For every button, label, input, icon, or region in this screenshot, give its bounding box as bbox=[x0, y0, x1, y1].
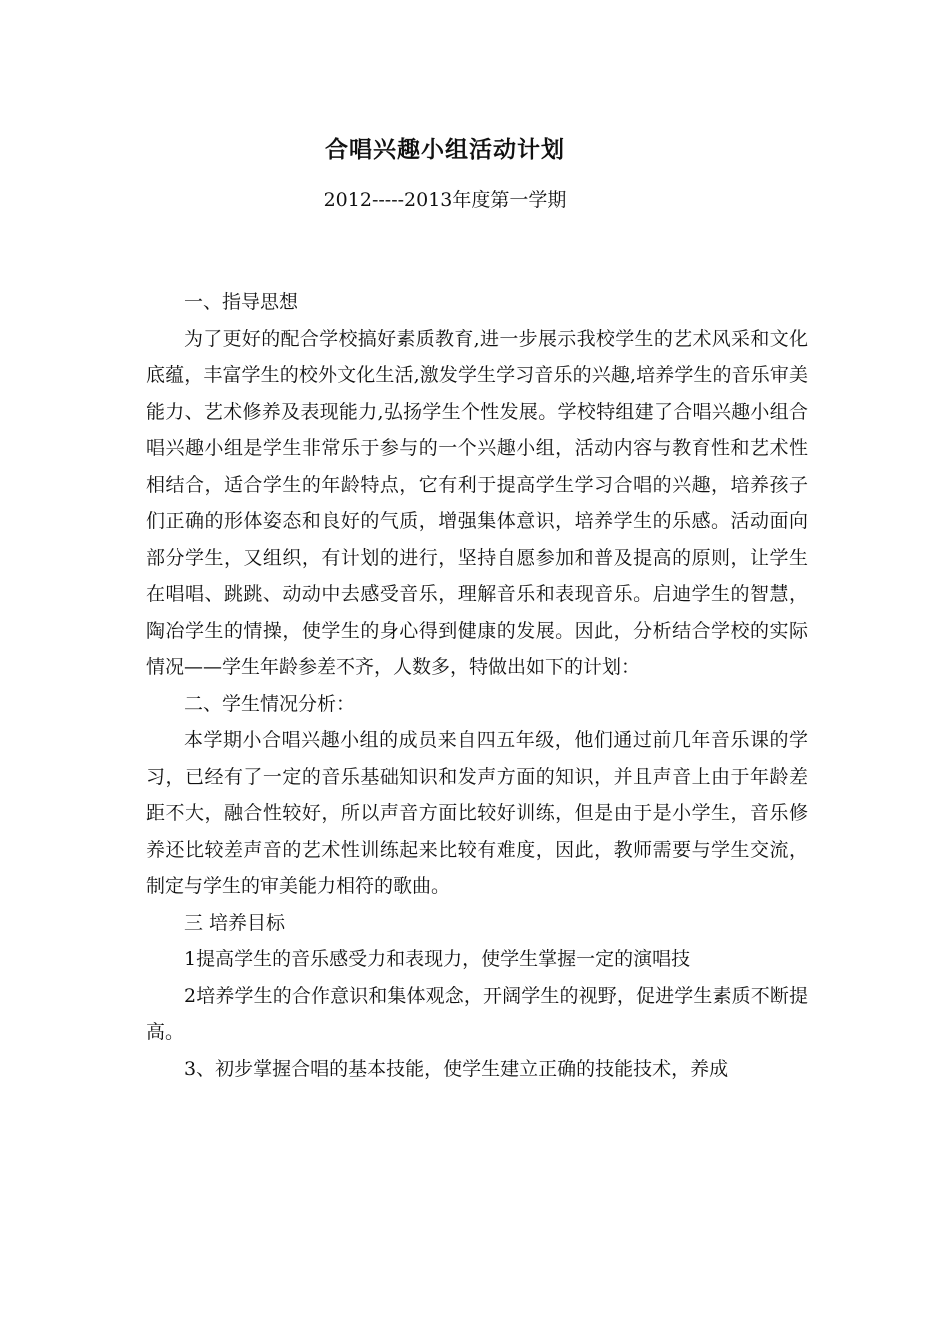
goal-item-2: 2培养学生的合作意识和集体观念，开阔学生的视野，促进学生素质不断提高。 bbox=[146, 984, 808, 1043]
document-body bbox=[146, 284, 808, 1087]
section-heading-student-analysis: 二、学生情况分析： bbox=[184, 692, 356, 715]
goal-item-3: 3、初步掌握合唱的基本技能，使学生建立正确的技能技术，养成 bbox=[184, 1057, 729, 1080]
document-subtitle: 2012-----2013年度第一学期 bbox=[323, 189, 567, 211]
paragraph-student-analysis: 本学期小合唱兴趣小组的成员来自四五年级，他们通过前几年音乐课的学习，已经有了一定的音乐基础知识和发声方面的知识，并且声音上由于年龄差距不大，融合性较好，所以声音方面比较好训练，但是由于是小学生，音乐修养还比较差声音的艺术性训练起来比较有难度，因此，教师需要与学生交流，制定与学生的审美能力相符的歌曲。 bbox=[146, 729, 808, 897]
section-heading-training-goals: 三 培养目标 bbox=[184, 911, 286, 934]
section-heading-guiding-thought: 一、指导思想 bbox=[184, 291, 299, 313]
paragraph-guiding-thought: 为了更好的配合学校搞好素质教育,进一步展示我校学生的艺术风采和文化底蕴，丰富学生的校外文化生活,激发学生学习音乐的兴趣,培养学生的音乐审美能力、艺术修养及表现能力,弘扬学生个性发展。学校特组建了合唱兴趣小组合唱兴趣小组是学生非常乐于参与的一个兴趣小组，活动内容与教育性和艺术性相结合，适合学生的年龄特点，它有利于提高学生学习合唱的兴趣，培养孩子们正确的形体姿态和良好的气质，增强集体意识，培养学生的乐感。活动面向部分学生，又组织，有计划的进行，坚持自愿参加和普及提高的原则，让学生在唱唱、跳跳、动动中去感受音乐，理解音乐和表现音乐。启迪学生的智慧，陶冶学生的情操，使学生的身心得到健康的发展。因此，分析结合学校的实际情况——学生年龄参差不齐，人数多，特做出如下的计划： bbox=[146, 327, 808, 678]
goal-item-1: 1提高学生的音乐感受力和表现力，使学生掌握一定的演唱技 bbox=[184, 948, 691, 970]
document-title: 合唱兴趣小组活动计划 bbox=[325, 136, 565, 163]
